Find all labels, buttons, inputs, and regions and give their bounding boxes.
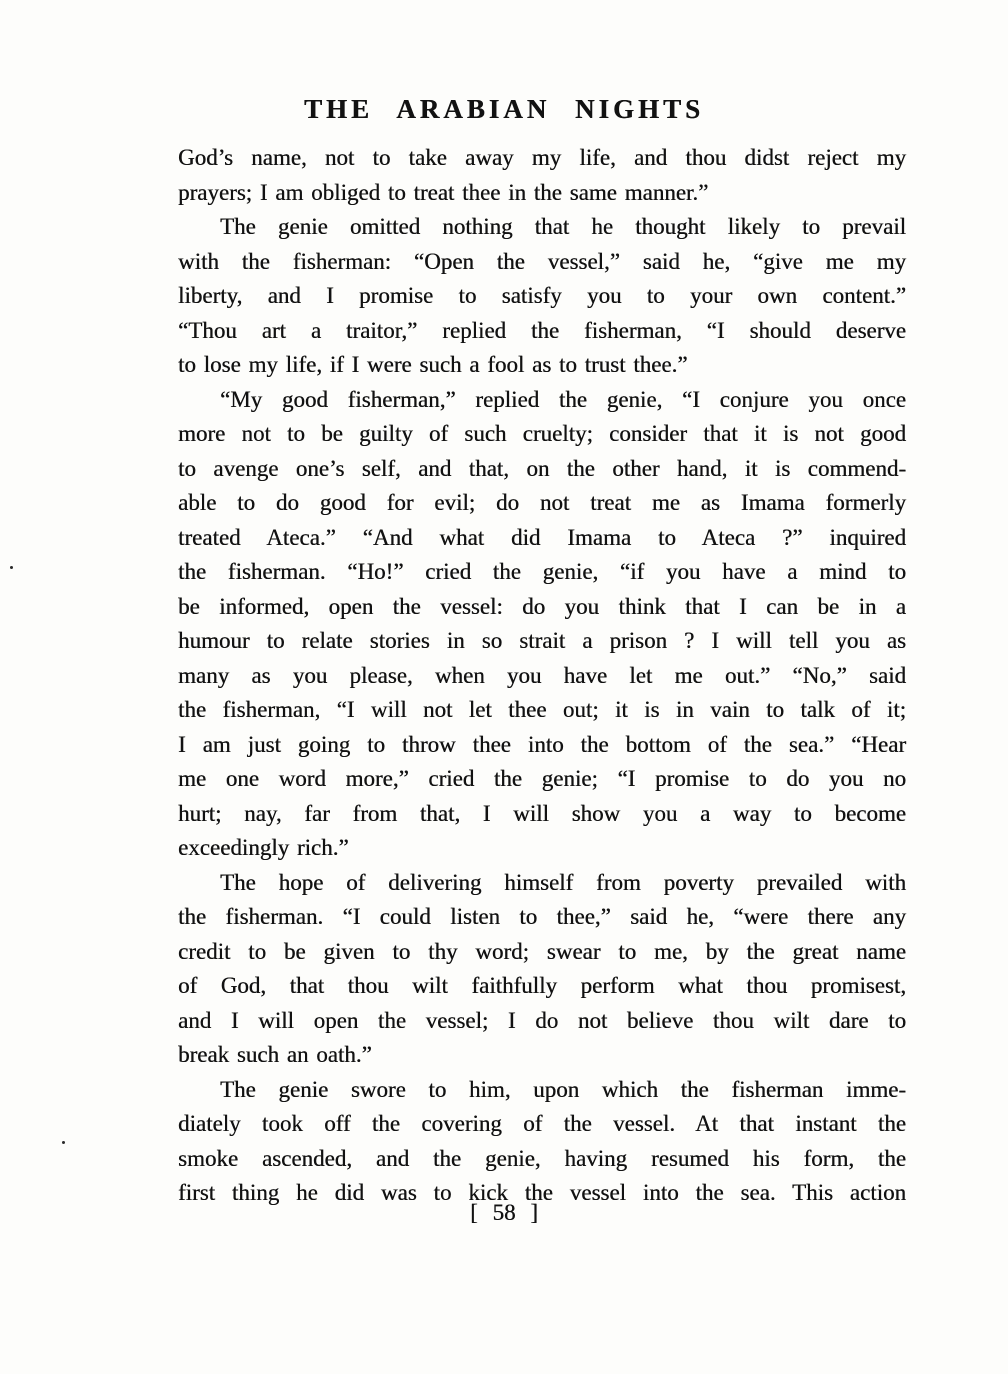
text-line: more not to be guilty of such cruelty; consider that it is not good bbox=[178, 421, 906, 446]
text-line: humour to relate stories in so strait a prison ? I will tell you as bbox=[178, 628, 906, 653]
text-line: the fisherman, “I will not let thee out; it is in vain to talk of it; bbox=[178, 697, 906, 722]
text-line: to avenge one’s self, and that, on the other hand, it is commend- bbox=[178, 455, 906, 481]
text-line: the fisherman. “I could listen to thee,” said he, “were there any bbox=[178, 904, 906, 929]
text-line: “My good fisherman,” replied the genie, “I conjure you once bbox=[220, 386, 906, 412]
text-line: the fisherman. “Ho!” cried the genie, “if you have a mind to bbox=[178, 559, 906, 584]
text-line: prayers; I am obliged to treat thee in the same manner.” bbox=[178, 179, 709, 205]
text-line: The hope of delivering himself from poverty prevailed with bbox=[220, 869, 906, 895]
text-line: smoke ascended, and the genie, having resumed his form, the bbox=[178, 1145, 906, 1171]
text-line: God’s name, not to take away my life, and thou didst reject my bbox=[178, 145, 906, 170]
text-line: many as you please, when you have let me out.” “No,” said bbox=[178, 662, 906, 688]
text-line: The genie omitted nothing that he thought likely to prevail bbox=[220, 214, 906, 239]
text-line: be informed, open the vessel: do you think that I can be in a bbox=[178, 593, 906, 619]
text-line: to lose my life, if I were such a fool as to trust thee.” bbox=[178, 352, 688, 377]
text-line: first thing he did was to kick the vessel into the sea. This action bbox=[178, 1180, 906, 1205]
text-block bbox=[178, 141, 906, 1211]
text-line: exceedingly rich.” bbox=[178, 835, 349, 860]
text-line: and I will open the vessel; I do not believe thou wilt dare to bbox=[178, 1007, 906, 1033]
text-line: treated Ateca.” “And what did Imama to Ateca ?” inquired bbox=[178, 524, 906, 550]
text-line: credit to be given to thy word; swear to me, by the great name bbox=[178, 938, 906, 964]
scan-speck bbox=[10, 566, 13, 569]
text-line: of God, that thou wilt faithfully perform what thou promisest, bbox=[178, 973, 906, 998]
text-line: with the fisherman: “Open the vessel,” said he, “give me my bbox=[178, 248, 906, 274]
text-line: me one word more,” cried the genie; “I promise to do you no bbox=[178, 766, 906, 791]
text-line: diately took off the covering of the vessel. At that instant the bbox=[178, 1111, 906, 1136]
text-line: “Thou art a traitor,” replied the fisherman, “I should deserve bbox=[178, 317, 906, 343]
text-line: able to do good for evil; do not treat me as Imama formerly bbox=[178, 490, 906, 515]
text-line: hurt; nay, far from that, I will show you a way to become bbox=[178, 800, 906, 826]
running-head: THE ARABIAN NIGHTS bbox=[303, 94, 705, 124]
text-line: liberty, and I promise to satisfy you to your own content.” bbox=[178, 283, 906, 308]
page-number: [ 58 ] bbox=[470, 1200, 538, 1225]
scan-speck bbox=[62, 1141, 65, 1144]
text-line: The genie swore to him, upon which the fisherman imme- bbox=[220, 1076, 906, 1102]
text-line: break such an oath.” bbox=[178, 1042, 372, 1067]
text-line: I am just going to throw thee into the bottom of the sea.” “Hear bbox=[178, 731, 906, 757]
